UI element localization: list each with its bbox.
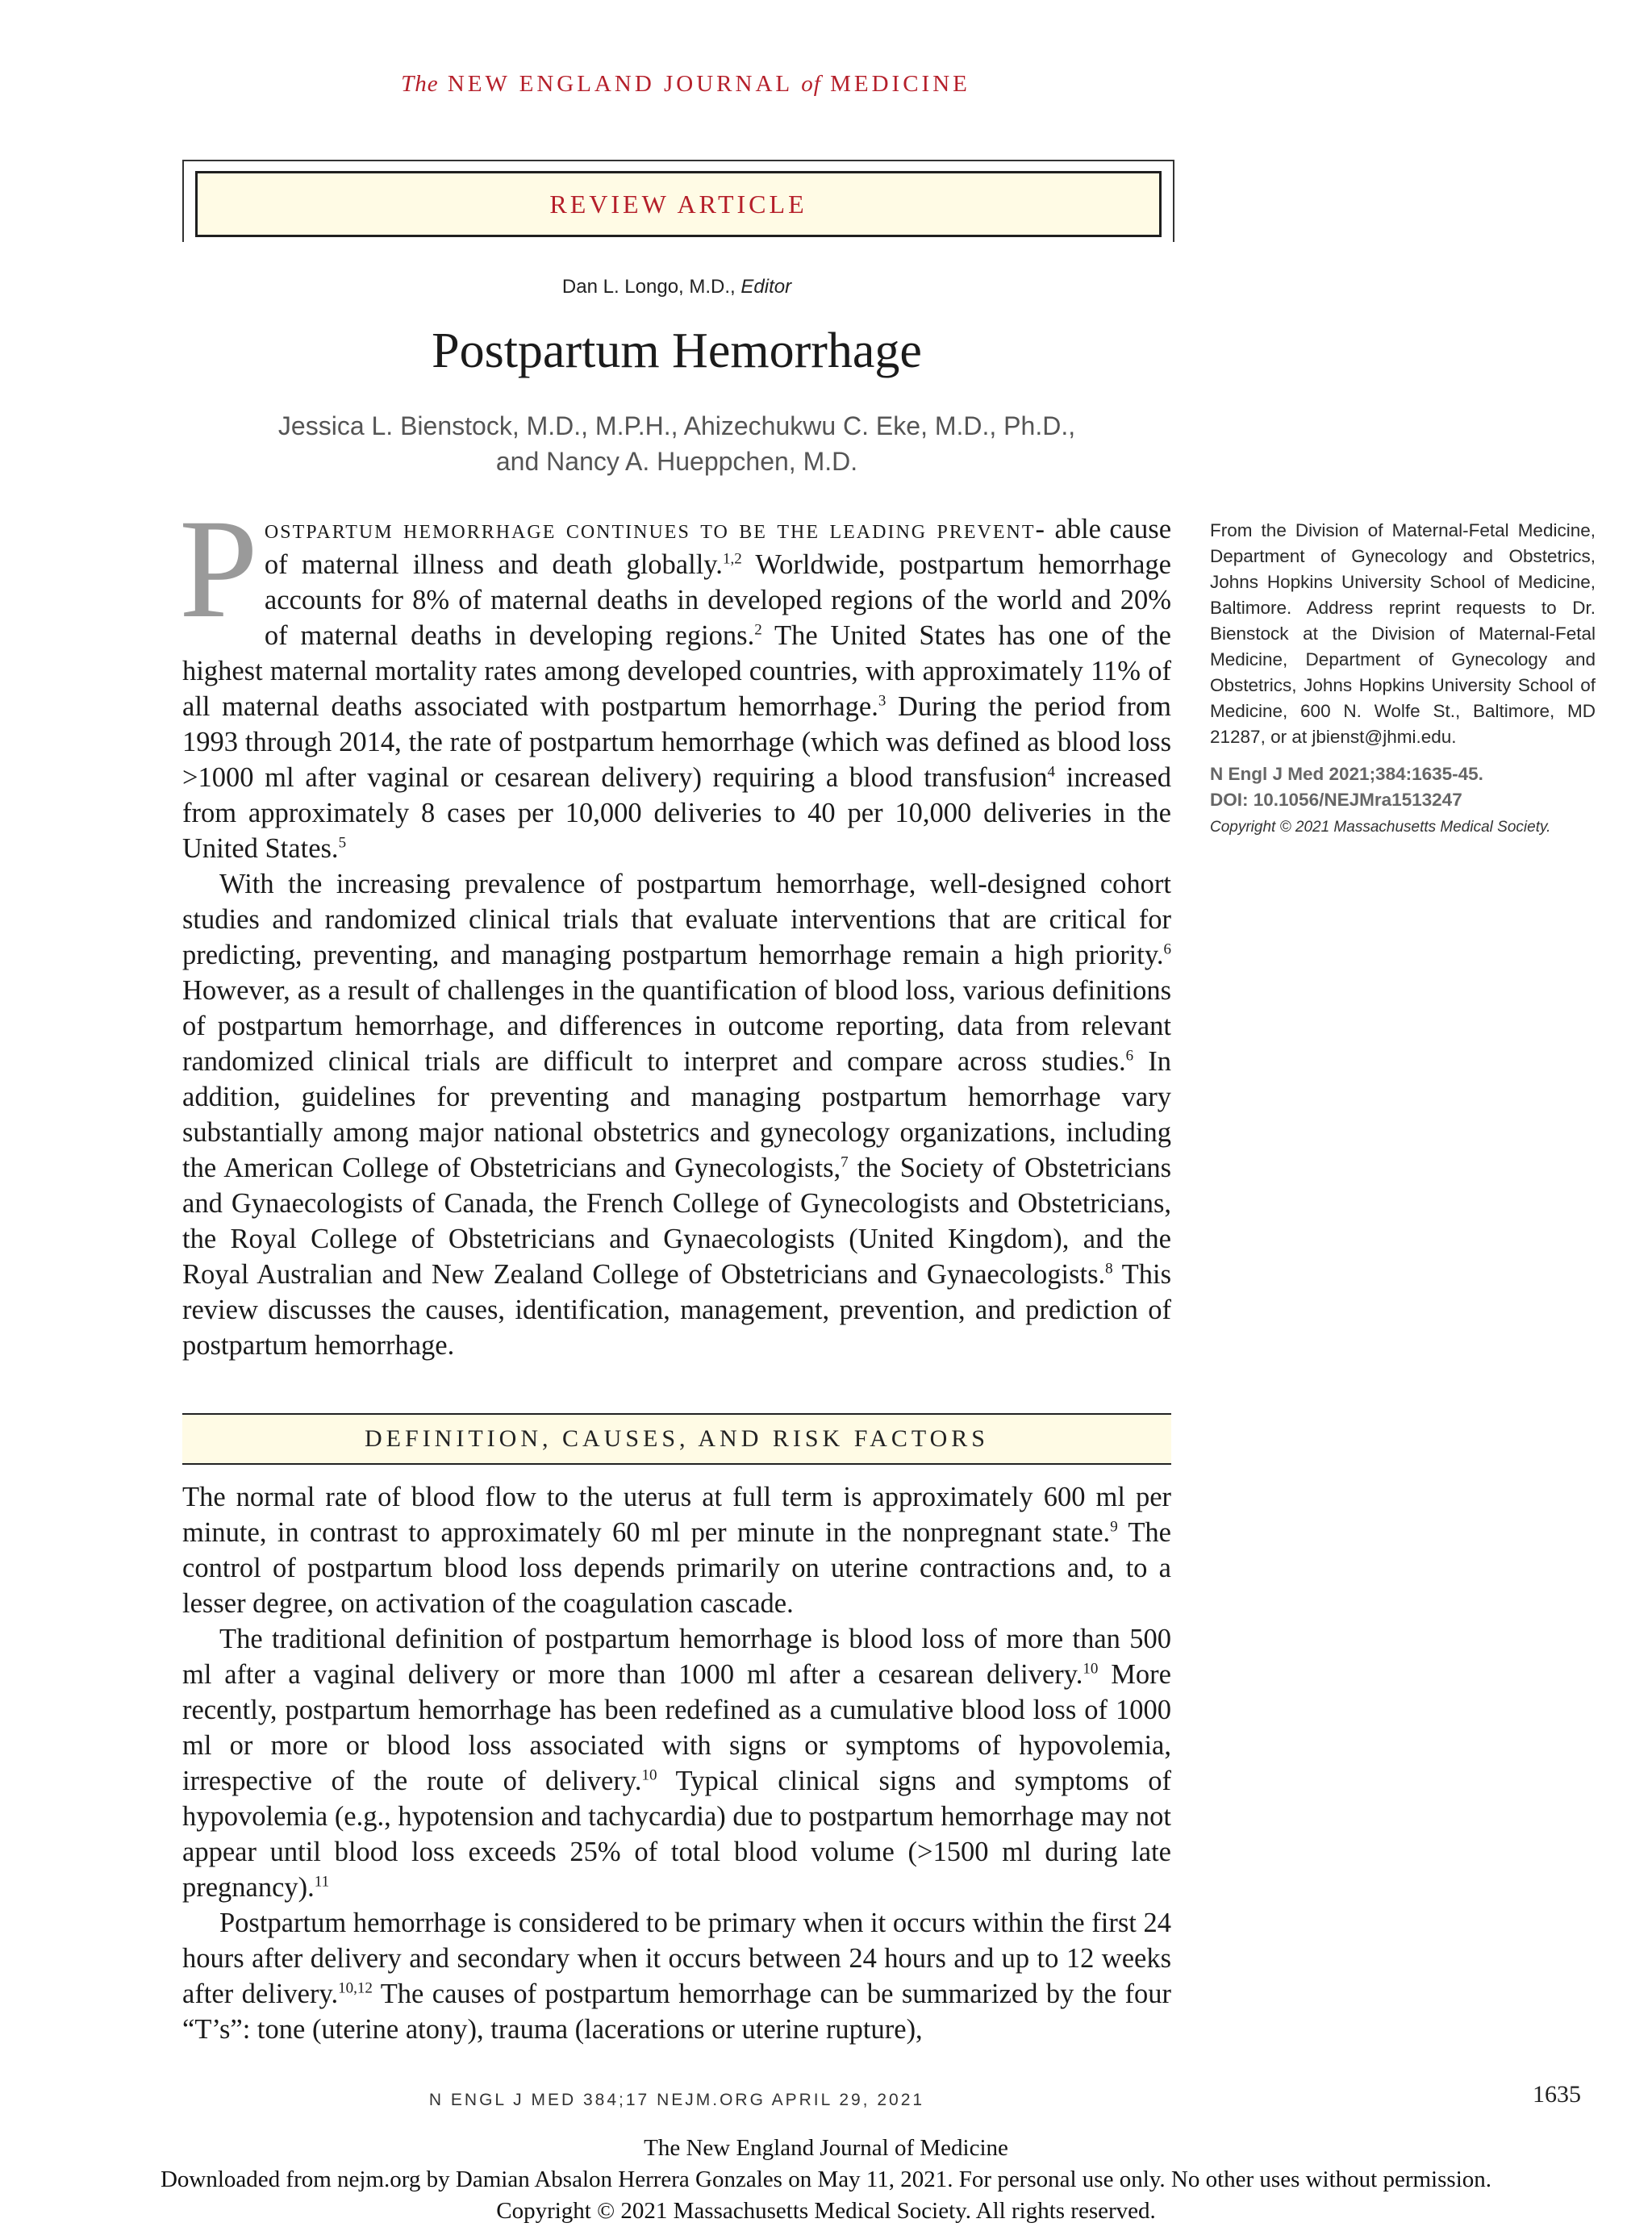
section-paragraph-2 xyxy=(182,1621,1171,1905)
reference-marker: 10,12 xyxy=(338,1979,373,1997)
reference-marker: 4 xyxy=(1047,763,1056,781)
intro-p1-text: Worldwide, postpartum hemorrhage accounts for 8% of maternal deaths in developed regions of the world and 20% of maternal deaths in developing regions. xyxy=(264,549,1171,651)
download-journal-name: The New England Journal of Medicine xyxy=(644,2135,1008,2161)
author-list xyxy=(182,408,1171,479)
reference-marker: 1,2 xyxy=(722,550,742,568)
lead-in-caps: ostpartum hemorrhage continues to be the leading prevent- xyxy=(264,514,1047,544)
section-p2-text: More recently, postpartum hemorrhage has been redefined as a cumulative blood loss of 1000 ml or more or blood loss associated with signs or symptoms of hypovolemia, irrespective of the route of delivery. xyxy=(182,1659,1171,1796)
intro-p1-text: During the period from 1993 through 2014, the rate of postpartum hemorrhage (which was defined as blood loss >1000 ml after vaginal or cesarean delivery) requiring a blood transfusion xyxy=(182,691,1171,793)
article-type-banner xyxy=(182,160,1174,242)
section-text xyxy=(182,1479,1171,2047)
page-number: 1635 xyxy=(1533,2081,1581,2108)
copyright-note: Copyright © 2021 Massachusetts Medical Society. xyxy=(1210,819,1551,836)
download-copyright: Copyright © 2021 Massachusetts Medical Society. All rights reserved. xyxy=(496,2198,1156,2224)
authors-line-1: Jessica L. Bienstock, M.D., M.P.H., Ahizechukwu C. Eke, M.D., Ph.D., xyxy=(277,411,1076,440)
citation: N Engl J Med 2021;384:1635-45. xyxy=(1210,764,1483,784)
intro-p1-text: able cause of maternal illness and death globally. xyxy=(264,514,1172,580)
intro-p2-text: With the increasing prevalence of postpartum hemorrhage, well-designed cohort studies and randomized clinical trials that evaluate interventions that are critical for predicting, preventing, and managing postpartum hemorrhage remain a high priority. xyxy=(182,869,1171,970)
section-p2-text: The traditional definition of postpartum hemorrhage is blood loss of more than 500 ml after a vaginal delivery or more than 1000 ml after a cesarean delivery. xyxy=(182,1624,1171,1690)
reference-marker: 3 xyxy=(878,692,886,710)
intro-paragraph-1 xyxy=(179,490,1172,866)
editor-role: Editor xyxy=(740,276,792,298)
editor-credit xyxy=(182,276,1171,298)
reference-marker: 7 xyxy=(841,1153,849,1171)
intro-paragraph-2 xyxy=(182,866,1171,1363)
article-sidebar xyxy=(1210,518,1596,840)
authors-line-2: and Nancy A. Hueppchen, M.D. xyxy=(495,447,858,476)
journal-header-medicine: MEDICINE xyxy=(830,71,970,97)
download-notice xyxy=(0,2133,1652,2227)
reference-marker: 8 xyxy=(1105,1260,1113,1278)
section-p3-text: The causes of postpartum hemorrhage can be summarized by the four “T’s”: tone (uterine atony), trauma (lacerations or uterine rupture), xyxy=(182,1979,1172,2045)
section-p1-text: The normal rate of blood flow to the uterus at full term is approximately 600 ml per minute, in contrast to approximately 60 ml per minute in the nonpregnant state. xyxy=(182,1482,1171,1548)
article-type-label: REVIEW ARTICLE xyxy=(195,171,1162,237)
reference-marker: 6 xyxy=(1163,940,1171,958)
intro-p2-text: In addition, guidelines for preventing and managing postpartum hemorrhage vary substantially among major national obstetrics and gynecology organizations, including the American College of Obstetricians and Gynecologists, xyxy=(182,1046,1171,1183)
section-paragraph-3 xyxy=(182,1905,1171,2047)
intro-p1-text: The United States has one of the highest maternal mortality rates among developed countries, with approximately 11% of all maternal deaths associated with postpartum hemorrhage. xyxy=(182,620,1171,722)
reference-marker: 9 xyxy=(1110,1518,1118,1536)
reference-marker: 6 xyxy=(1125,1047,1134,1065)
journal-header xyxy=(0,71,1371,98)
download-statement: Downloaded from nejm.org by Damian Absalon Herrera Gonzales on May 11, 2021. For personal use only. No other uses without permission. xyxy=(160,2167,1491,2192)
journal-header-of: of xyxy=(801,71,821,97)
section-heading: DEFINITION, CAUSES, AND RISK FACTORS xyxy=(182,1413,1171,1465)
editor-name: Dan L. Longo, M.D., xyxy=(561,276,736,298)
intro-text xyxy=(179,490,1172,1363)
article-title: Postpartum Hemorrhage xyxy=(432,323,922,378)
section-p1-text: The control of postpartum blood loss depends primarily on uterine contractions and, to a lesser degree, on activation of the coagulation cascade. xyxy=(182,1517,1171,1619)
reference-marker: 2 xyxy=(754,621,762,639)
doi: DOI: 10.1056/NEJMra1513247 xyxy=(1210,790,1462,810)
journal-header-the: The xyxy=(401,71,439,97)
intro-p1-text: increased from approximately 8 cases per 10,000 deliveries to 40 per 10,000 deliveries in the United States. xyxy=(182,762,1171,864)
drop-cap: P xyxy=(179,490,258,648)
reference-marker: 5 xyxy=(338,834,347,852)
author-affiliation: From the Division of Maternal-Fetal Medicine, Department of Gynecology and Obstetrics, Johns Hopkins University School of Medicine, Baltimore. Address reprint requests to Dr. Bienstock at the Division of Maternal-Fetal Medicine, Department of Gynecology and Obstetrics, Johns Hopkins University School of Medicine, 600 N. Wolfe St., Baltimore, MD 21287, or at jbienst@jhmi.edu. xyxy=(1210,520,1596,747)
section-p2-text: Typical clinical signs and symptoms of hypovolemia (e.g., hypotension and tachycardia) due to postpartum hemorrhage may not appear until blood loss exceeds 25% of total blood volume (>1500 ml during late pregnancy). xyxy=(182,1766,1171,1903)
running-footer: N ENGL J MED 384;17 NEJM.ORG APRIL 29, 2021 xyxy=(428,2091,925,2109)
section-paragraph-1 xyxy=(182,1479,1171,1621)
journal-header-name: NEW ENGLAND JOURNAL xyxy=(447,71,793,97)
reference-marker: 10 xyxy=(641,1766,657,1784)
intro-p2-text: This review discusses the causes, identification, management, prevention, and prediction of postpartum hemorrhage. xyxy=(182,1259,1171,1361)
reference-marker: 11 xyxy=(314,1873,330,1891)
intro-p2-text: the Society of Obstetricians and Gynaecologists of Canada, the French College of Gynecologists and Obstetricians, the Royal College of Obstetricians and Gynaecologists (United Kingdom), and the Royal Australian and New Zealand College of Obstetricians and Gynaecologists. xyxy=(182,1153,1171,1290)
section-p3-text: Postpartum hemorrhage is considered to be primary when it occurs within the first 24 hours after delivery and secondary when it occurs between 24 hours and up to 12 weeks after delivery. xyxy=(182,1908,1171,2009)
intro-p2-text: However, as a result of challenges in the quantification of blood loss, various definitions of postpartum hemorrhage, and differences in outcome reporting, data from relevant randomized clinical trials are difficult to interpret and compare across studies. xyxy=(182,975,1171,1077)
reference-marker: 10 xyxy=(1083,1660,1099,1678)
